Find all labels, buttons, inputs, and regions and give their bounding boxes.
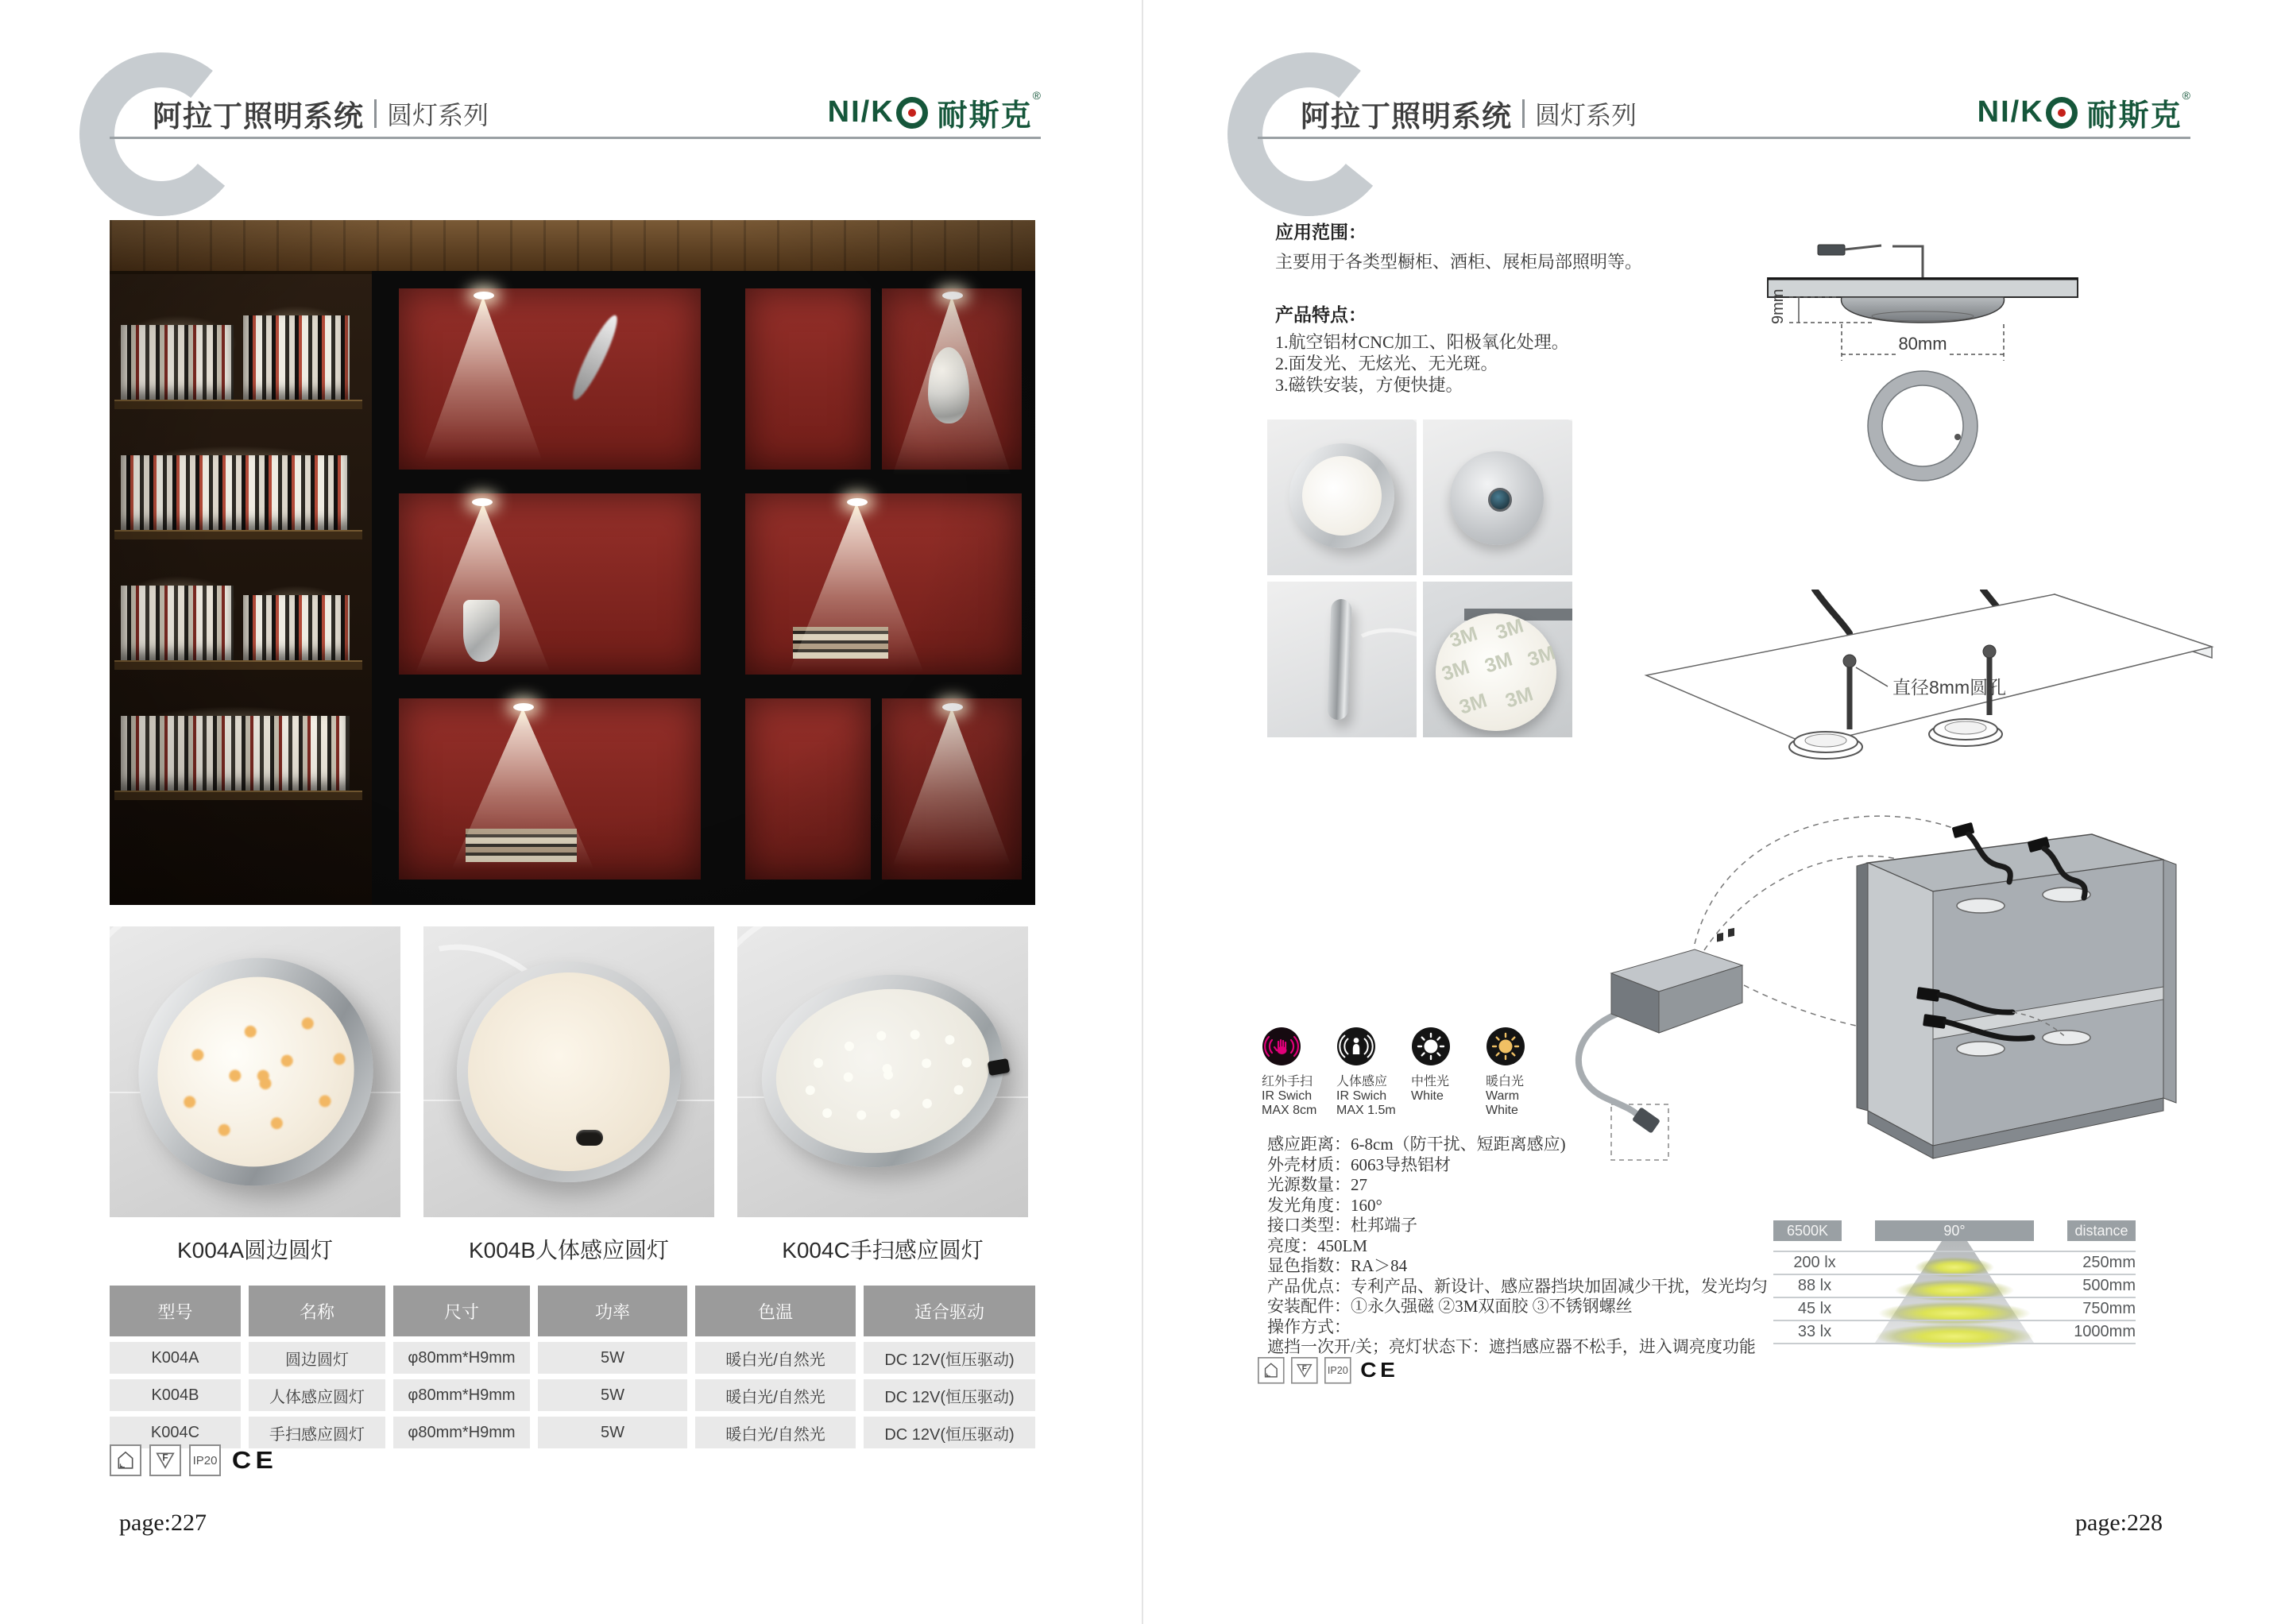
distance-value: 250mm: [2082, 1254, 2136, 1271]
brand-o-mark-icon: [2046, 97, 2078, 129]
spec-text-block: [1267, 1135, 1784, 1358]
indoor-use-icon: [110, 1444, 141, 1476]
cell-driver: DC 12V(恒压驱动): [864, 1342, 1035, 1374]
brand-latin: NI/K: [1977, 95, 2044, 129]
brand-chinese: 耐斯克: [2086, 99, 2182, 133]
right-page-header: [1227, 0, 2190, 147]
ip20-label: IP20: [1327, 1364, 1348, 1376]
lux-value: 45 lx: [1797, 1300, 1832, 1317]
brand-latin: NI/K: [827, 95, 895, 129]
adhesive-brand-label: 3M: [1482, 648, 1516, 678]
cabinet-wiring-diagram: [1536, 787, 2207, 1168]
spec-line: 接口类型：杜邦端子: [1267, 1216, 1417, 1235]
column-header: 色温: [695, 1286, 856, 1336]
column-header: 适合驱动: [864, 1286, 1035, 1336]
left-page-header: [79, 0, 1041, 147]
feature-label: 中性光: [1411, 1075, 1450, 1088]
cell-power: 5W: [538, 1342, 687, 1374]
distance-value: 1000mm: [2074, 1323, 2136, 1340]
spec-line: 显色指数：RA＞84: [1267, 1256, 1408, 1275]
ip20-icon: [1324, 1357, 1351, 1384]
header-titles: [153, 92, 489, 135]
page-number-right: page:228: [2075, 1510, 2163, 1536]
hero-photo: [110, 220, 1035, 905]
product-photo-k004a: [110, 926, 400, 1217]
cell-name: 圆边圆灯: [249, 1342, 385, 1374]
column-header: 名称: [249, 1286, 385, 1336]
ce-mark-icon: CE: [231, 1446, 278, 1474]
beam-angle-header: 90°: [1875, 1220, 2034, 1241]
feature-label: 红外手扫: [1262, 1075, 1313, 1088]
cell-cct: 暖白光/自然光: [695, 1417, 856, 1448]
title-separator: [1522, 99, 1525, 128]
product-caption: K004C手扫感应圆灯: [782, 1238, 984, 1262]
brand-o-mark-icon: [896, 97, 928, 129]
spec-line: 安装配件：①永久强磁 ②3M双面胶 ③不锈钢螺丝: [1267, 1297, 1633, 1316]
series-title: 圆灯系列: [1535, 101, 1637, 130]
feature-item: 3.磁铁安装，方便快捷。: [1275, 375, 1463, 395]
adhesive-brand-label: 3M: [1525, 641, 1559, 671]
product-photo-k004b: [423, 926, 714, 1217]
led-dots: [256, 1069, 271, 1084]
feature-label: 暖白光: [1486, 1075, 1525, 1088]
detail-photo-grid: [1267, 420, 1579, 737]
distance-value: 750mm: [2082, 1300, 2136, 1317]
beam-ellipse: [1878, 1301, 2031, 1325]
feature-label: 人体感应: [1336, 1075, 1388, 1088]
drilling-diagram: [1641, 590, 2217, 801]
title-separator: [374, 99, 377, 128]
cell-driver: DC 12V(恒压驱动): [864, 1417, 1035, 1448]
cell-model: K004B: [110, 1379, 241, 1411]
header-rule: [1258, 137, 2190, 139]
application-heading: 应用范围：: [1275, 222, 1367, 242]
spec-line: 操作方式：: [1267, 1317, 1351, 1336]
cell-name: 人体感应圆灯: [249, 1379, 385, 1411]
product-photo-k004c: [737, 926, 1028, 1217]
brand-logo: [828, 91, 1041, 134]
ip20-label: IP20: [192, 1453, 218, 1467]
table-line: [1773, 1343, 2136, 1344]
spec-line: 光源数量：27: [1267, 1175, 1367, 1194]
cell-model: K004C: [110, 1417, 241, 1448]
header-titles: [1301, 92, 1637, 135]
puck-light-render: [457, 961, 681, 1182]
brand-chinese: 耐斯克: [937, 99, 1033, 133]
ip20-icon: [189, 1444, 221, 1476]
cell-cct: 暖白光/自然光: [695, 1342, 856, 1374]
certification-row: [110, 1444, 276, 1476]
features-heading: 产品特点：: [1275, 304, 1367, 325]
sensor-hole: [1488, 488, 1512, 512]
feature-label: IR Swich: [1336, 1089, 1387, 1103]
adhesive-brand-label: 3M: [1502, 682, 1537, 713]
table-line: [1773, 1297, 2136, 1298]
spec-line: 感应距离：6-8cm（防干扰、短距离感应): [1267, 1135, 1566, 1154]
certification-row: [1258, 1357, 1398, 1384]
cell-power: 5W: [538, 1417, 687, 1448]
svg-text:直径8mm圆孔: 直径8mm圆孔: [1892, 677, 2007, 698]
feature-item: 2.面发光、无炫光、无光斑。: [1275, 354, 1498, 373]
brand-logo: [1978, 91, 2190, 134]
system-title: 阿拉丁照明系统: [153, 100, 364, 133]
svg-text:F: F: [162, 1452, 168, 1464]
pir-icon: [1336, 1027, 1376, 1066]
svg-text:F: F: [1301, 1364, 1307, 1374]
feature-item: 1.航空铝材CNC加工、阳极氧化处理。: [1275, 332, 1569, 352]
adhesive-brand-label: 3M: [1493, 614, 1527, 644]
indoor-use-icon: [1258, 1357, 1285, 1384]
puck-light-profile: [1327, 599, 1351, 721]
product-spec-table: [110, 1286, 1035, 1448]
diffuser-face: [468, 972, 670, 1171]
series-title: 圆灯系列: [387, 101, 489, 130]
distance-value: 500mm: [2082, 1277, 2136, 1294]
motion-sensor: [576, 1130, 603, 1146]
header-rule: [110, 137, 1041, 139]
feature-icon-row: [1262, 1027, 1560, 1118]
cell-cct: 暖白光/自然光: [695, 1379, 856, 1411]
lux-value: 200 lx: [1793, 1254, 1836, 1271]
f-mark-icon: [1291, 1357, 1318, 1384]
detail-photo-side: [1267, 582, 1417, 737]
product-caption: K004A圆边圆灯: [176, 1238, 334, 1262]
feature-ir-hand: [1262, 1027, 1336, 1118]
svg-text:80mm: 80mm: [1898, 334, 1947, 354]
f-mark-icon: [149, 1444, 181, 1476]
adhesive-disc: [1436, 613, 1559, 731]
color-temp-header: 6500K: [1773, 1220, 1842, 1241]
feature-label: Warm: [1486, 1089, 1520, 1103]
dimension-diagram: [1756, 235, 2090, 483]
ce-mark-icon: CE: [1360, 1358, 1399, 1382]
cell-power: 5W: [538, 1379, 687, 1411]
beam-ellipse: [1875, 1324, 2034, 1349]
cell-name: 手扫感应圆灯: [249, 1417, 385, 1448]
cell-model: K004A: [110, 1342, 241, 1374]
diffuser-face: [1293, 447, 1390, 543]
photo-vignette: [110, 220, 1035, 905]
led-dots: [883, 1069, 894, 1081]
feature-label: White: [1486, 1104, 1518, 1117]
column-header: 尺寸: [393, 1286, 530, 1336]
svg-text:9mm: 9mm: [1769, 288, 1787, 324]
distance-header: distance: [2067, 1220, 2136, 1241]
warm-white-icon: [1486, 1027, 1525, 1066]
lux-value: 88 lx: [1797, 1277, 1832, 1294]
ir-hand-icon: [1262, 1027, 1301, 1066]
application-block: [1275, 218, 1800, 396]
adhesive-brand-label: 3M: [1447, 622, 1481, 652]
spec-line: 发光角度：160°: [1267, 1195, 1382, 1215]
feature-label: MAX 1.5m: [1336, 1104, 1396, 1117]
column-header: 功率: [538, 1286, 687, 1336]
table-line: [1773, 1274, 2136, 1275]
cell-size: φ80mm*H9mm: [393, 1379, 530, 1411]
spec-line: 遮挡一次开/关；亮灯状态下：遮挡感应器不松手，进入调亮度功能: [1267, 1337, 1756, 1356]
cell-size: φ80mm*H9mm: [393, 1417, 530, 1448]
cell-size: φ80mm*H9mm: [393, 1342, 530, 1374]
detail-photo-adhesive: [1423, 582, 1572, 737]
page-number-left: page:227: [119, 1510, 207, 1536]
application-body: 主要用于各类型橱柜、酒柜、展柜局部照明等。: [1275, 252, 1643, 272]
feature-label: MAX 8cm: [1262, 1104, 1317, 1117]
spec-line: 外壳材质：6063导热铝材: [1267, 1154, 1451, 1174]
feature-warm-white: [1486, 1027, 1560, 1118]
detail-photo-front: [1267, 420, 1417, 575]
table-line: [1773, 1320, 2136, 1321]
product-caption: K004B人体感应圆灯: [468, 1238, 670, 1262]
feature-pir: [1336, 1027, 1411, 1118]
feature-label: IR Swich: [1262, 1089, 1313, 1103]
table-line: [1773, 1251, 2136, 1252]
column-header: 型号: [110, 1286, 241, 1336]
adhesive-brand-label: 3M: [1439, 655, 1473, 686]
system-title: 阿拉丁照明系统: [1301, 100, 1512, 133]
detail-photo-sensor: [1423, 420, 1572, 575]
feature-label: White: [1411, 1089, 1444, 1103]
registered-mark: ®: [1032, 89, 1041, 102]
lux-value: 33 lx: [1797, 1323, 1832, 1340]
registered-mark: ®: [2182, 89, 2190, 102]
spec-line: 亮度：450LM: [1267, 1235, 1367, 1255]
puck-light-back: [1450, 451, 1544, 545]
adhesive-brand-label: 3M: [1456, 689, 1490, 719]
spec-line: 产品优点：专利产品、新设计、感应器挡块加固减少干扰，发光均匀: [1267, 1276, 1768, 1296]
cell-driver: DC 12V(恒压驱动): [864, 1379, 1035, 1411]
neutral-white-icon: [1411, 1027, 1451, 1066]
light-distribution-table: [1773, 1220, 2136, 1355]
touch-switch: [988, 1058, 1011, 1076]
feature-neutral-white: [1411, 1027, 1486, 1118]
